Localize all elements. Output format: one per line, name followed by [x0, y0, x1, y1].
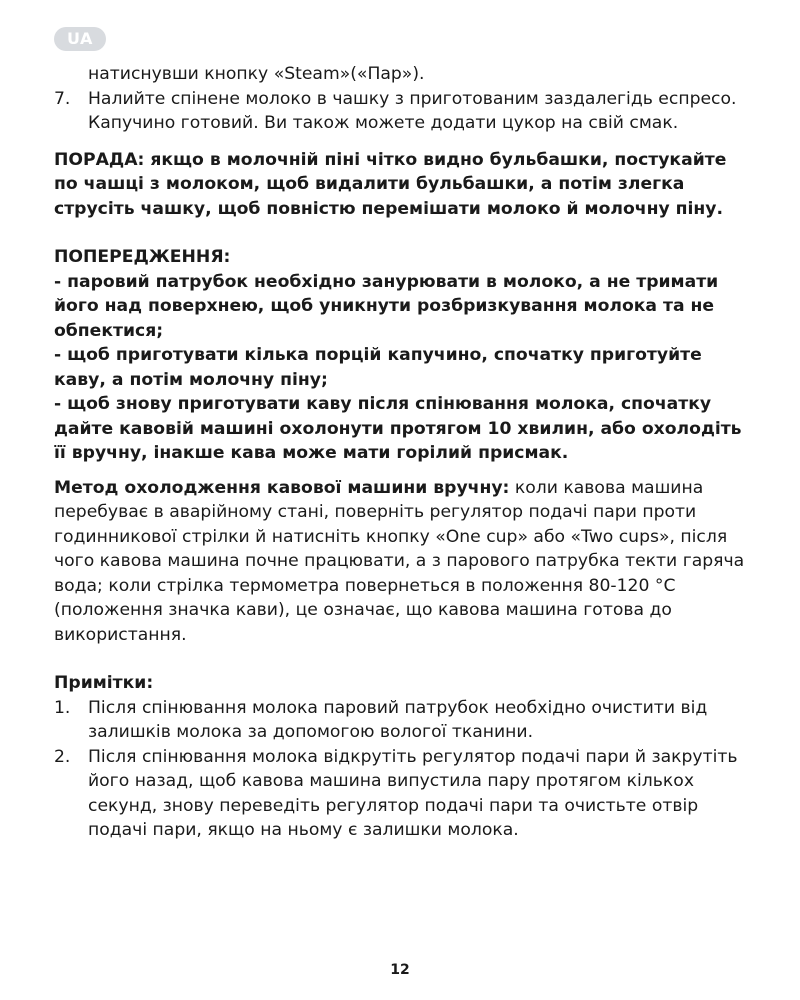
note-item-2 — [54, 745, 754, 843]
tip-paragraph: ПОРАДА: якщо в молочній піні чітко видно бульбашки, постукайте по чашці з молоком, щоб видалити бульбашки, а потім злегка струсіть чашку, щоб повністю перемішати молоко й молочну піну. — [54, 149, 727, 219]
note-text: Після спінювання молока паровий патрубок необхідно очистити від залишків молока за допомогою вологої тканини. — [88, 697, 708, 742]
cooling-paragraph — [54, 476, 754, 648]
warning-item: - щоб приготувати кілька порцій капучино, спочатку приготуйте каву, а потім молочну піну; — [54, 345, 702, 390]
note-text: Після спінювання молока відкрутіть регулятор подачі пари й закрутіть його назад, щоб кавова машина випустила пару протягом кількох секунд, знову переведіть регулятор подачі пари та очистьте отвір подачі пари, якщо на ньому є залишки молока. — [88, 746, 738, 840]
cooling-label: Метод охолодження кавової машини вручну: — [54, 477, 510, 498]
note-number: 2. — [54, 746, 71, 767]
note-item-1 — [54, 696, 754, 745]
note-number: 1. — [54, 697, 71, 718]
page-number: 12 — [390, 962, 410, 978]
list-item-text: Налийте спінене молоко в чашку з приготованим заздалегідь еспресо. Капучино готовий. Ви також можете додати цукор на свій смак. — [88, 88, 737, 133]
warning-title: ПОПЕРЕДЖЕННЯ: — [54, 247, 231, 267]
warning-item: - щоб знову приготувати каву після спінювання молока, спочатку дайте кавовій машині охолонути протягом 10 хвилин, або охолодіть її вручну, інакше кава може мати горілий присмак. — [54, 394, 742, 463]
notes-title: Примітки: — [54, 673, 154, 693]
page-content — [54, 62, 754, 843]
warning-item: - паровий патрубок необхідно занурювати в молоко, а не тримати його над поверхнею, щоб уникнути розбризкування молока та не обпектися; — [54, 271, 719, 341]
cooling-text: коли кавова машина перебуває в аварійному стані, поверніть регулятор подачі пари проти годинникової стрілки й натисніть кнопку «One cup» або «Two cups», після чого кавова машина почне працювати, а з парового патрубка текти гаряча вода; коли стрілка термометра повернеться в положення 80-120 °C (положення значка кави), це означає, що кавова машина готова до використання. — [54, 477, 745, 645]
language-badge: UA — [54, 27, 106, 51]
warning-section — [54, 245, 754, 466]
list-item-7 — [54, 87, 754, 136]
list-item-number: 7. — [54, 88, 71, 109]
notes-section — [54, 671, 754, 843]
list-item-continuation: натиснувши кнопку «Steam»(«Пар»). — [88, 64, 425, 84]
